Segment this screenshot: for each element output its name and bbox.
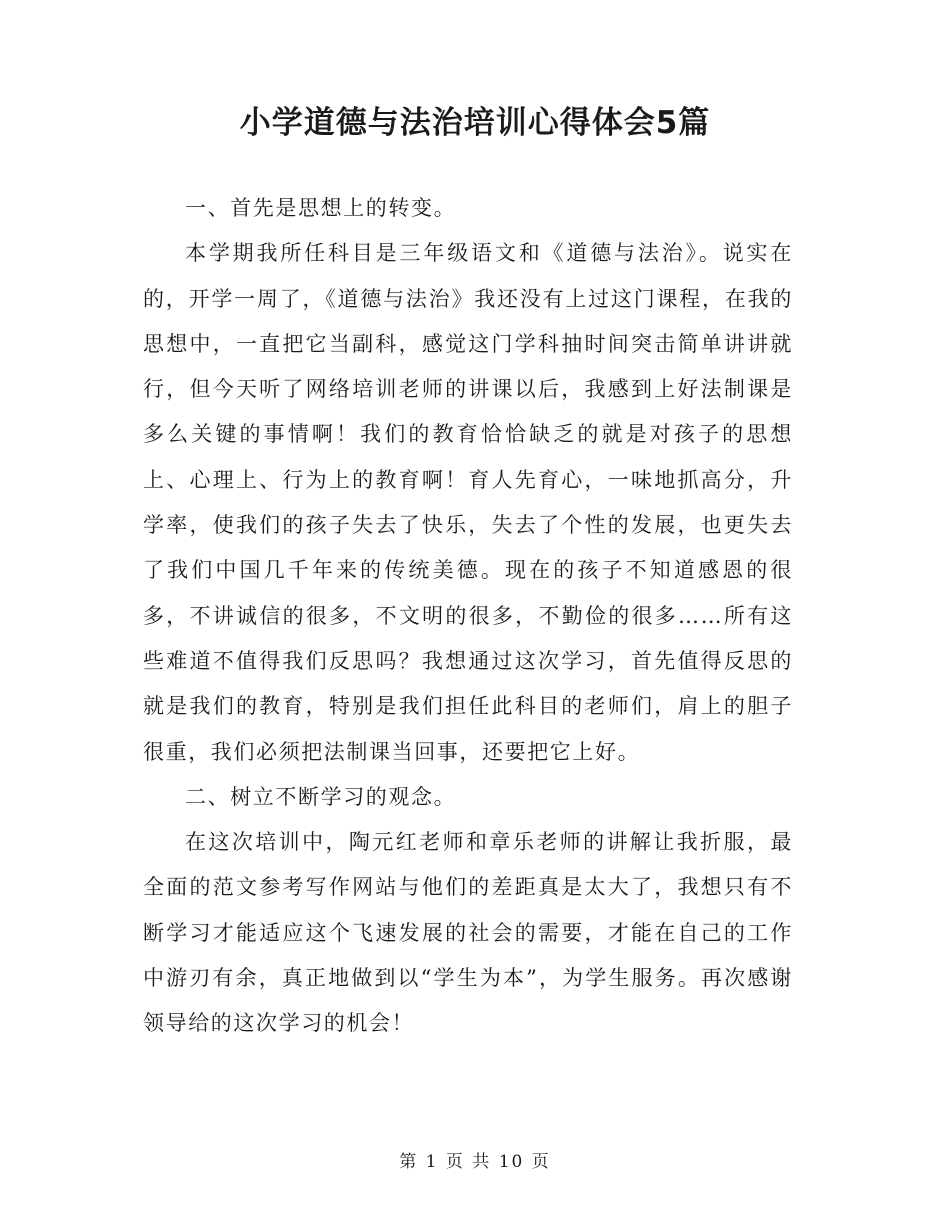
section-heading-2: 二、树立不断学习的观念。: [185, 784, 457, 809]
page-number-footer: 第 1 页 共 10 页: [399, 1152, 551, 1172]
document-title: 小学道德与法治培训心得体会5篇: [239, 105, 711, 141]
body-paragraph-2: 在这次培训中，陶元红老师和章乐老师的讲解让我折服，最全面的范文参考写作网站与他们的差距真是太大了，我想只有不断学习才能适应这个飞速发展的社会的需要，才能在自己的工作中游刃有余，真正地做到以“学生为本”，为学生服务。再次感谢领导给的这次学习的机会！: [143, 830, 793, 1036]
body-paragraph-1: 本学期我所任科目是三年级语文和《道德与法治》。说实在的，开学一周了，《道德与法治》我还没有上过这门课程，在我的思想中，一直把它当副科，感觉这门学科抽时间突击简单讲讲就行，但今天听了网络培训老师的讲课以后，我感到上好法制课是多么关键的事情啊！我们的教育恰恰缺乏的就是对孩子的思想上、心理上、行为上的教育啊！育人先育心，一味地抓高分，升学率，使我们的孩子失去了快乐，失去了个性的发展，也更失去了我们中国几千年来的传统美德。现在的孩子不知道感恩的很多，不讲诚信的很多，不文明的很多，不勤俭的很多……所有这些难道不值得我们反思吗？我想通过这次学习，首先值得反思的就是我们的教育，特别是我们担任此科目的老师们，肩上的胆子很重，我们必须把法制课当回事，还要把它上好。: [143, 241, 793, 764]
section-heading-1: 一、首先是思想上的转变。: [185, 196, 457, 220]
document-body: [143, 186, 793, 1047]
